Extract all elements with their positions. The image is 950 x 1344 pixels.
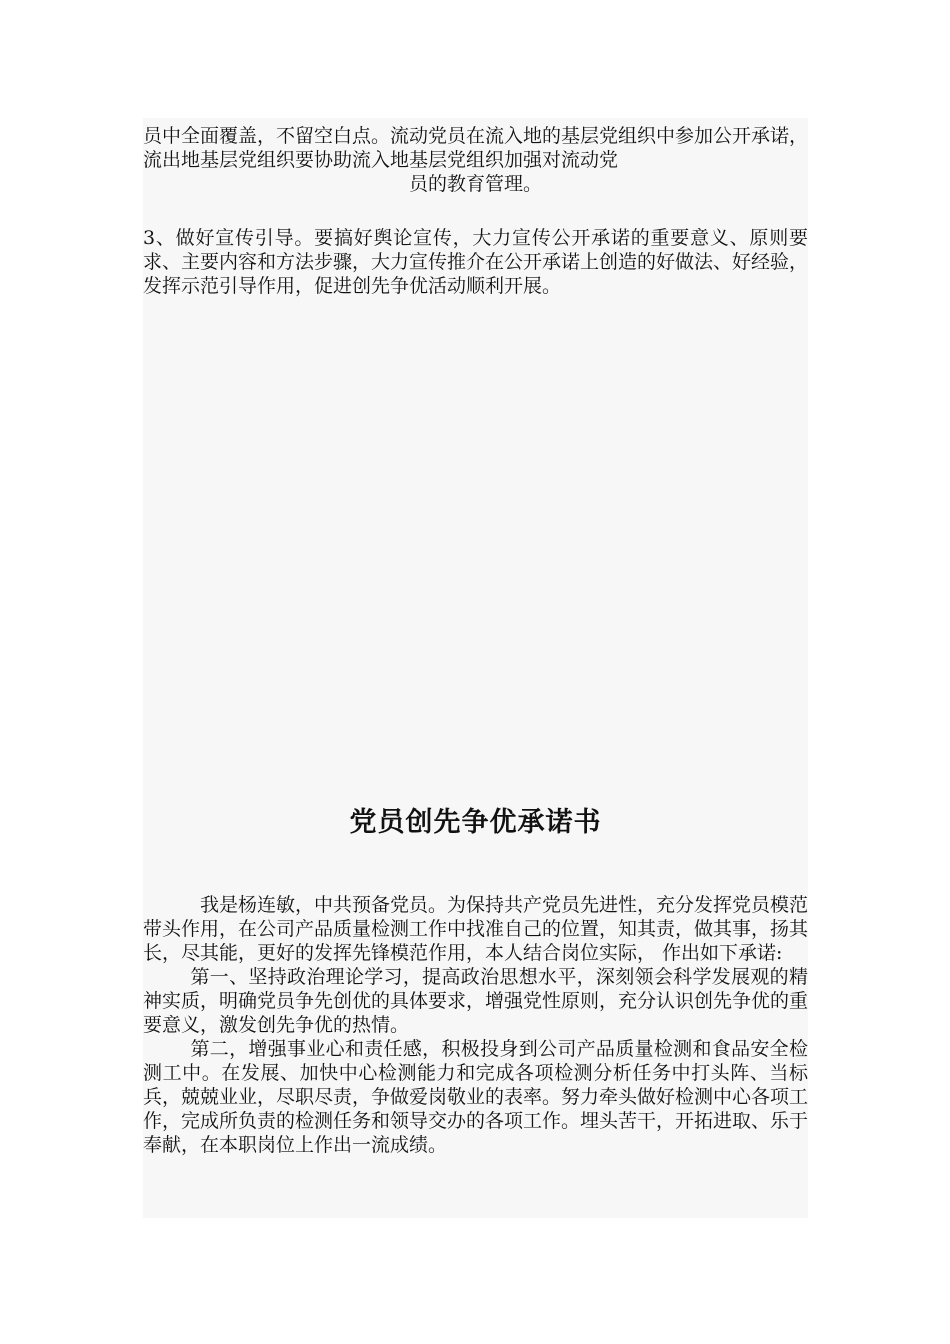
pledge-intro: 我是杨连敏，中共预备党员。为保持共产党员先进性，充分发挥党员模范带头作用，在公司产品质量检测工作中找准自己的位置，知其责，做其事，扬其长，尽其能，更好的发挥先锋模范作用，本人结合岗位实际， 作出如下承诺: <box>143 894 809 964</box>
paragraph-coverage-text: 员中全面覆盖，不留空白点。流动党员在流入地的基层党组织中参加公开承诺，流出地基层党组织要协助流入地基层党组织加强对流动党 <box>143 125 809 171</box>
pledge-item-2: 第二，增强事业心和责任感，积极投身到公司产品质量检测和食品安全检测工中。在发展、加快中心检测能力和完成各项检测分析任务中打头阵、当标兵，兢兢业业，尽职尽责，争做爱岗敬业的表率。努力牵头做好检测中心各项工作，完成所负责的检测任务和领导交办的各项工作。埋头苦干，开拓进取、乐于奉献，在本职岗位上作出一流成绩。 <box>143 1038 809 1156</box>
pledge-item-1: 第一、坚持政治理论学习，提高政治思想水平，深刻领会科学发展观的精神实质，明确党员争先创优的具体要求，增强党性原则，充分认识创先争优的重要意义，激发创先争优的热情。 <box>143 966 809 1036</box>
paragraph-coverage-last-line: 员的教育管理。 <box>408 173 542 195</box>
pledge-title: 党员创先争优承诺书 <box>349 807 602 838</box>
paragraph-coverage <box>143 124 808 196</box>
paragraph-publicity: 3、做好宣传引导。要搞好舆论宣传，大力宣传公开承诺的重要意义、原则要求、主要内容和方法步骤，大力宣传推介在公开承诺上创造的好做法、好经验，发挥示范引导作用，促进创先争优活动顺利开展。 <box>143 227 809 297</box>
pledge-body <box>143 893 808 1157</box>
